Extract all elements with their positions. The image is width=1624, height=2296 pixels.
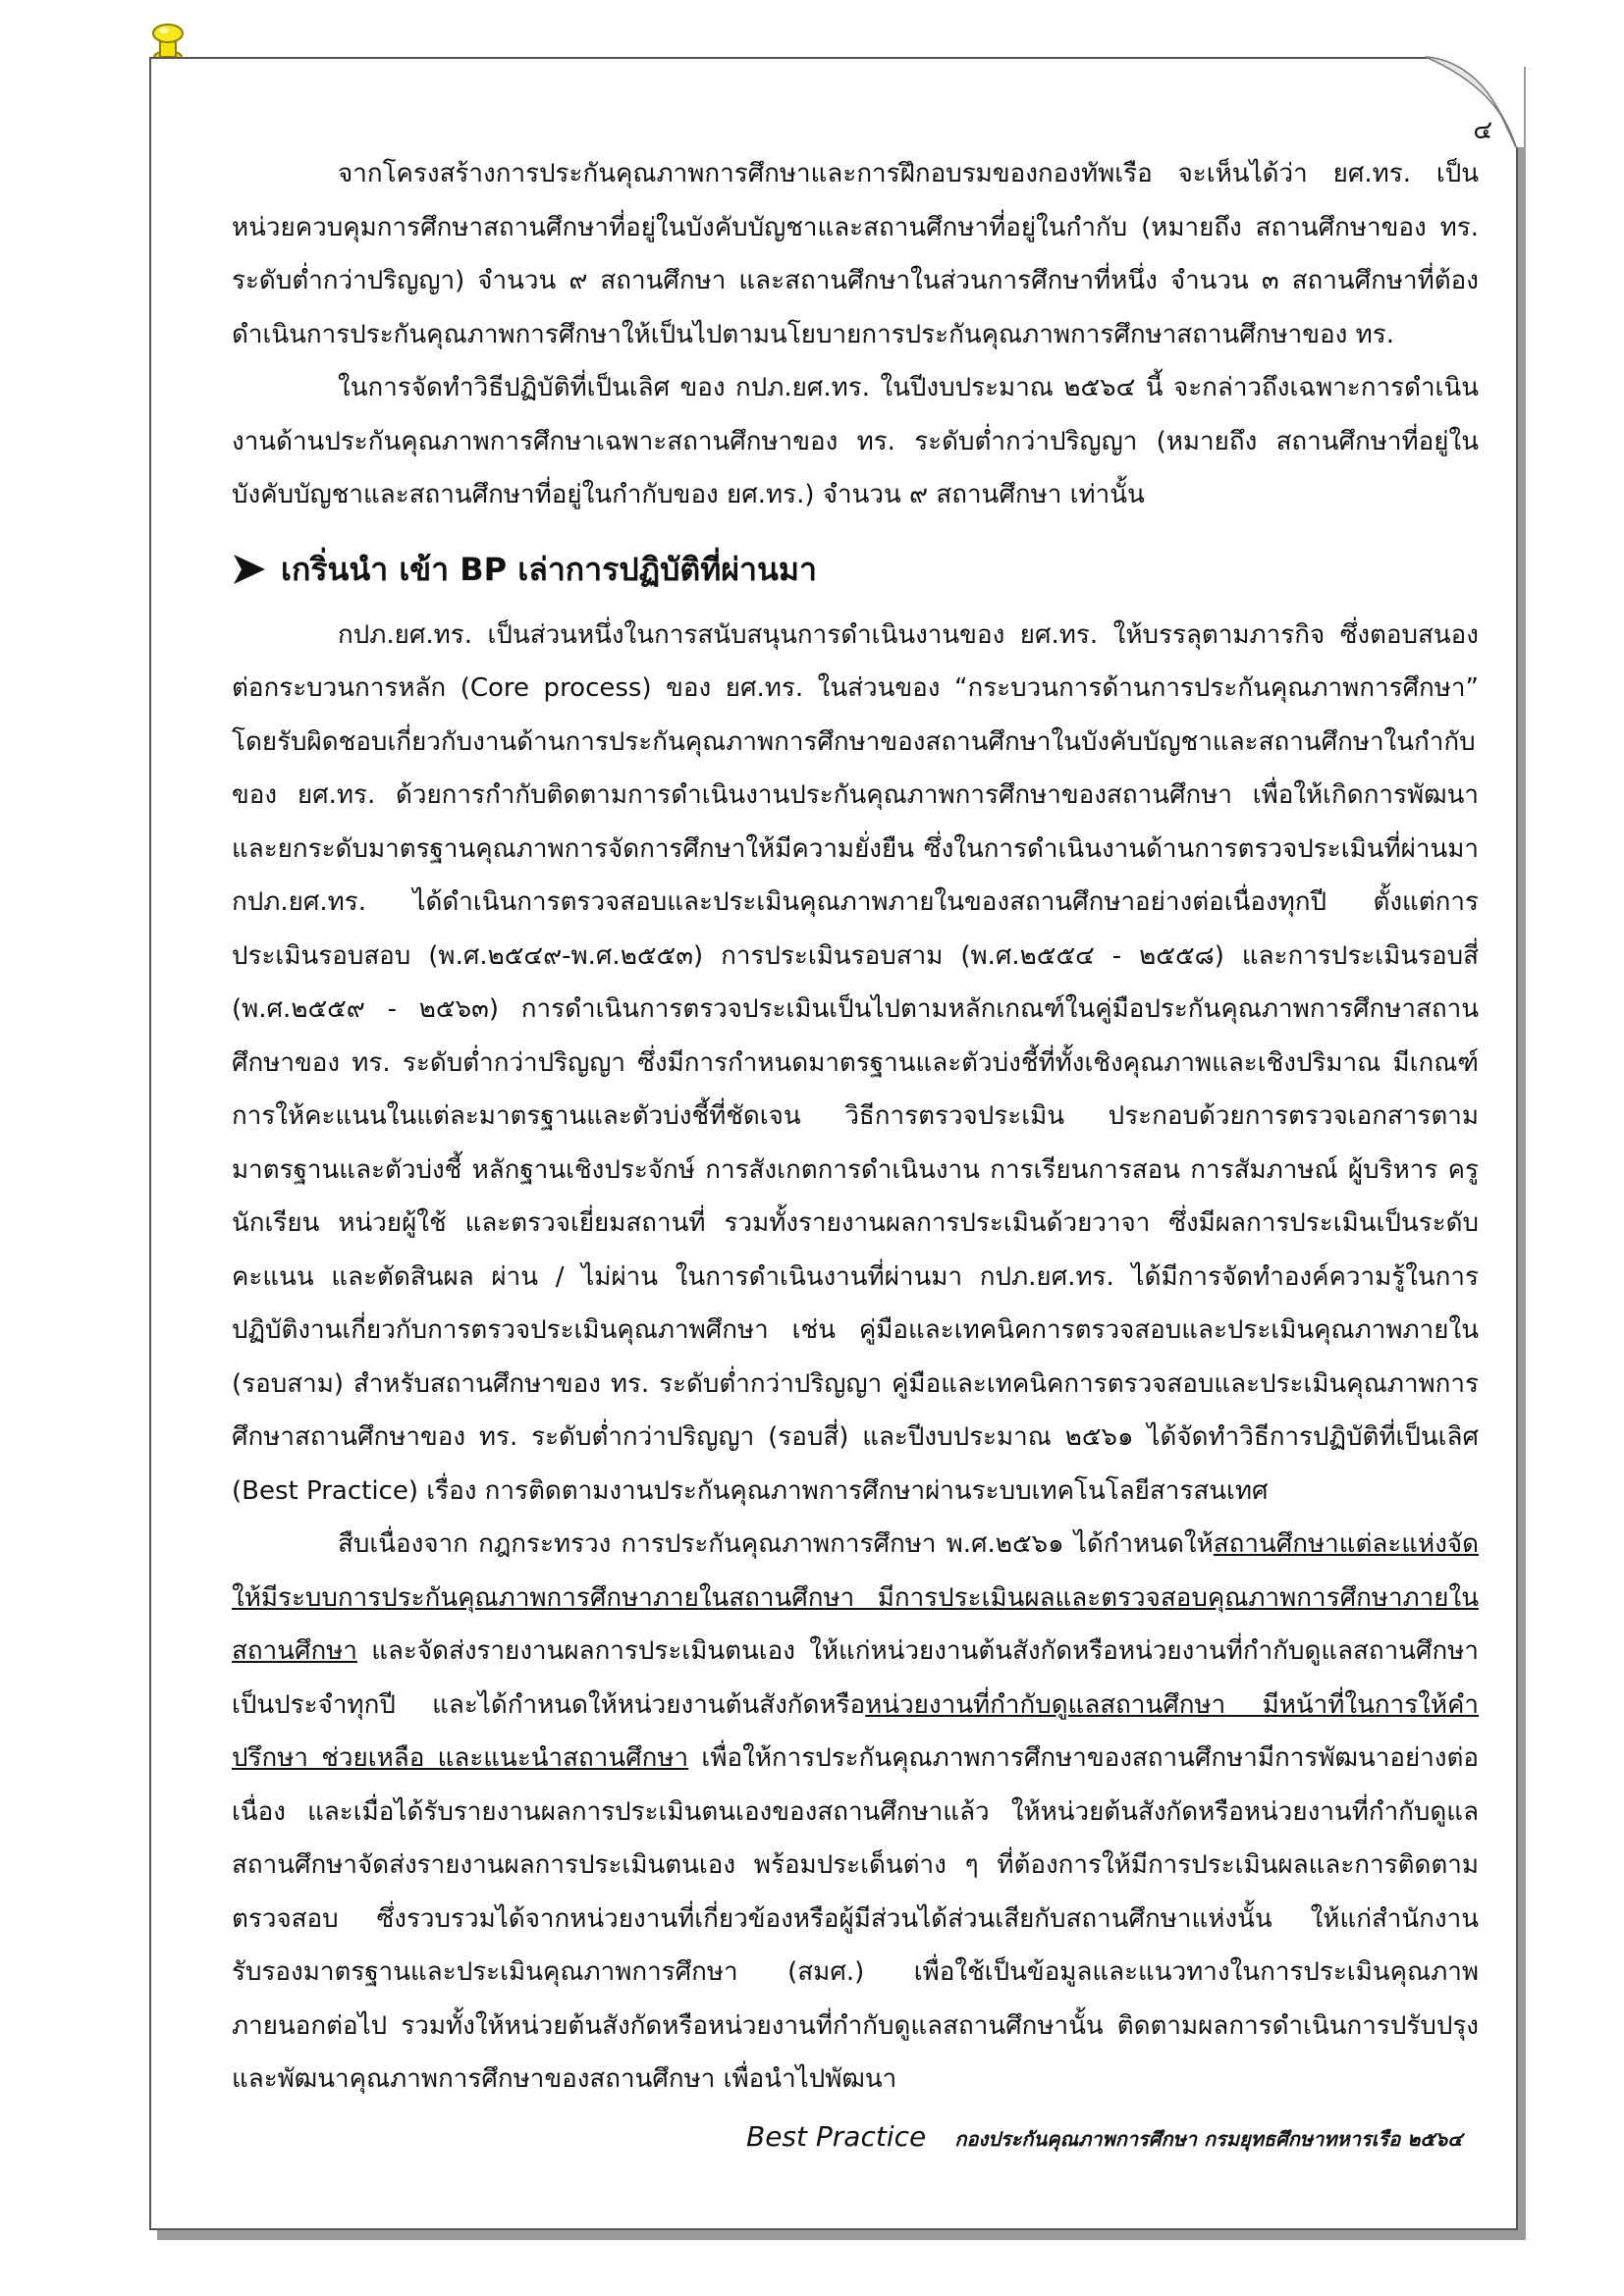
footer-best-practice: Best Practice xyxy=(746,2120,927,2153)
intro-paragraph-1: จากโครงสร้างการประกันคุณภาพการศึกษาและการฝึกอบรมของกองทัพเรือ จะเห็นได้ว่า ยศ.ทร. เป็นหน่วยควบคุมการศึกษาสถานศึกษาที่อยู่ในบังคับบัญชาและสถานศึกษาที่อยู่ในกำกับ (หมายถึง สถานศึกษาของ ทร. ระดับต่ำกว่าปริญญา) จำนวน ๙ สถานศึกษา และสถานศึกษาในส่วนการศึกษาที่หนึ่ง จำนวน ๓ สถานศึกษาที่ต้องดำเนินการประกันคุณภาพการศึกษาให้เป็นไปตามนโยบายการประกันคุณภาพการศึกษาสถานศึกษาของ ทร. xyxy=(232,159,1479,349)
document-body xyxy=(232,147,1479,2107)
arrow-bullet-icon xyxy=(232,553,267,586)
underlined-text: สถานศึกษาแต่ละแห่งจัดให้มีระบบการประกันคุณภาพการศึกษาภายในสถานศึกษา มีการประเมินผลและตรวจสอบคุณภาพการศึกษาภายในสถานศึกษา xyxy=(232,1529,1479,1666)
page-footer xyxy=(746,2120,1512,2155)
page-number: ๔ xyxy=(1473,116,1492,145)
underlined-text: หน่วยงานที่กำกับดูแลสถานศึกษา มีหน้าที่ในการให้คำปรึกษา ช่วยเหลือ และแนะนำสถานศึกษา xyxy=(232,1689,1479,1773)
section-paragraph-1: กปภ.ยศ.ทร. เป็นส่วนหนึ่งในการสนับสนุนการดำเนินงานของ ยศ.ทร. ให้บรรลุตามภารกิจ ซึ่งตอบสนองต่อกระบวนการหลัก (Core process) ของ ยศ.ทร. ในส่วนของ “กระบวนการด้านการประกันคุณภาพการศึกษา” โดยรับผิดชอบเกี่ยวกับงานด้านการประกันคุณภาพการศึกษาของสถานศึกษาในบังคับบัญชาและสถานศึกษาในกำกับของ ยศ.ทร. ด้วยการกำกับติดตามการดำเนินงานประกันคุณภาพการศึกษาของสถานศึกษา เพื่อให้เกิดการพัฒนาและยกระดับมาตรฐานคุณภาพการจัดการศึกษาให้มีความยั่งยืน ซึ่งในการดำเนินงานด้านการตรวจประเมินที่ผ่านมา กปภ.ยศ.ทร. ได้ดำเนินการตรวจสอบและประเมินคุณภาพภายในของสถานศึกษาอย่างต่อเนื่องทุกปี ตั้งแต่การประเมินรอบสอบ (พ.ศ.๒๕๔๙-พ.ศ.๒๕๕๓) การประเมินรอบสาม (พ.ศ.๒๕๕๔ - ๒๕๕๘) และการประเมินรอบสี่ (พ.ศ.๒๕๕๙ - ๒๕๖๓) การดำเนินการตรวจประเมินเป็นไปตามหลักเกณฑ์ในคู่มือประกันคุณภาพการศึกษาสถานศึกษาของ ทร. ระดับต่ำกว่าปริญญา ซึ่งมีการกำหนดมาตรฐานและตัวบ่งชี้ที่ทั้งเชิงคุณภาพและเชิงปริมาณ มีเกณฑ์การให้คะแนนในแต่ละมาตรฐานและตัวบ่งชี้ที่ชัดเจน วิธีการตรวจประเมิน ประกอบด้วยการตรวจเอกสารตามมาตรฐานและตัวบ่งชี้ หลักฐานเชิงประจักษ์ การสังเกตการดำเนินงาน การเรียนการสอน การสัมภาษณ์ ผู้บริหาร ครู นักเรียน หน่วยผู้ใช้ และตรวจเยี่ยมสถานที่ รวมทั้งรายงานผลการประเมินด้วยวาจา ซึ่งมีผลการประเมินเป็นระดับคะแนน และตัดสินผล ผ่าน / ไม่ผ่าน ในการดำเนินงานที่ผ่านมา กปภ.ยศ.ทร. ได้มีการจัดทำองค์ความรู้ในการปฏิบัติงานเกี่ยวกับการตรวจประเมินคุณภาพศึกษา เช่น คู่มือและเทคนิคการตรวจสอบและประเมินคุณภาพภายใน (รอบสาม) สำหรับสถานศึกษาของ ทร. ระดับต่ำกว่าปริญญา คู่มือและเทคนิคการตรวจสอบและประเมินคุณภาพการศึกษาสถานศึกษาของ ทร. ระดับต่ำกว่าปริญญา (รอบสี่) และปีงบประมาณ ๒๕๖๑ ได้จัดทำวิธีการปฏิบัติที่เป็นเลิศ (Best Practice) เรื่อง การติดตามงานประกันคุณภาพการศึกษาผ่านระบบเทคโนโลยีสารสนเทศ xyxy=(232,619,1479,1506)
section-paragraph-2 xyxy=(232,1518,1479,2107)
paragraph-text: สืบเนื่องจาก กฎกระทรวง การประกันคุณภาพการศึกษา พ.ศ.๒๕๖๑ ได้กำหนดให้ xyxy=(338,1529,1214,1559)
section-heading-text: เกริ่นนำ เข้า BP เล่าการปฏิบัติที่ผ่านมา xyxy=(281,550,817,588)
intro-paragraph-2: ในการจัดทำวิธีปฏิบัติที่เป็นเลิศ ของ กปภ.ยศ.ทร. ในปีงบประมาณ ๒๕๖๔ นี้ จะกล่าวถึงเฉพาะการดำเนินงานด้านประกันคุณภาพการศึกษาเฉพาะสถานศึกษาของ ทร. ระดับต่ำกว่าปริญญา (หมายถึง สถานศึกษาที่อยู่ในบังคับบัญชาและสถานศึกษาที่อยู่ในกำกับของ ยศ.ทร.) จำนวน ๙ สถานศึกษา เท่านั้น xyxy=(232,373,1479,509)
section-heading xyxy=(232,546,1479,593)
paragraph-text: และจัดส่งรายงานผลการประเมินตนเอง ให้แก่หน่วยงานต้นสังกัดหรือหน่วยงานที่กำกับดูแลสถานศึกษาเป็นประจำทุกปี และได้กำหนดให้หน่วยงานต้นสังกัดหรือ xyxy=(232,1636,1479,1720)
footer-organization: กองประกันคุณภาพการศึกษา กรมยุทธศึกษาทหารเรือ ๒๕๖๔ xyxy=(954,2127,1463,2151)
paragraph-text: เพื่อให้การประกันคุณภาพการศึกษาของสถานศึกษามีการพัฒนาอย่างต่อเนื่อง และเมื่อได้รับรายงานผลการประเมินตนเองของสถานศึกษาแล้ว ให้หน่วยต้นสังกัดหรือหน่วยงานที่กำกับดูแลสถานศึกษาจัดส่งรายงานผลการประเมินตนเอง พร้อมประเด็นต่าง ๆ ที่ต้องการให้มีการประเมินผลและการติดตามตรวจสอบ ซึ่งรวบรวมได้จากหน่วยงานที่เกี่ยวข้องหรือผู้มีส่วนได้ส่วนเสียกับสถานศึกษาแห่งนั้น ให้แก่สำนักงานรับรองมาตรฐานและประเมินคุณภาพการศึกษา (สมศ.) เพื่อใช้เป็นข้อมูลและแนวทางในการประเมินคุณภาพภายนอกต่อไป รวมทั้งให้หน่วยต้นสังกัดหรือหน่วยงานที่กำกับดูแลสถานศึกษานั้น ติดตามผลการดำเนินการปรับปรุงและพัฒนาคุณภาพการศึกษาของสถานศึกษา เพื่อนำไปพัฒนา xyxy=(232,1743,1479,2094)
